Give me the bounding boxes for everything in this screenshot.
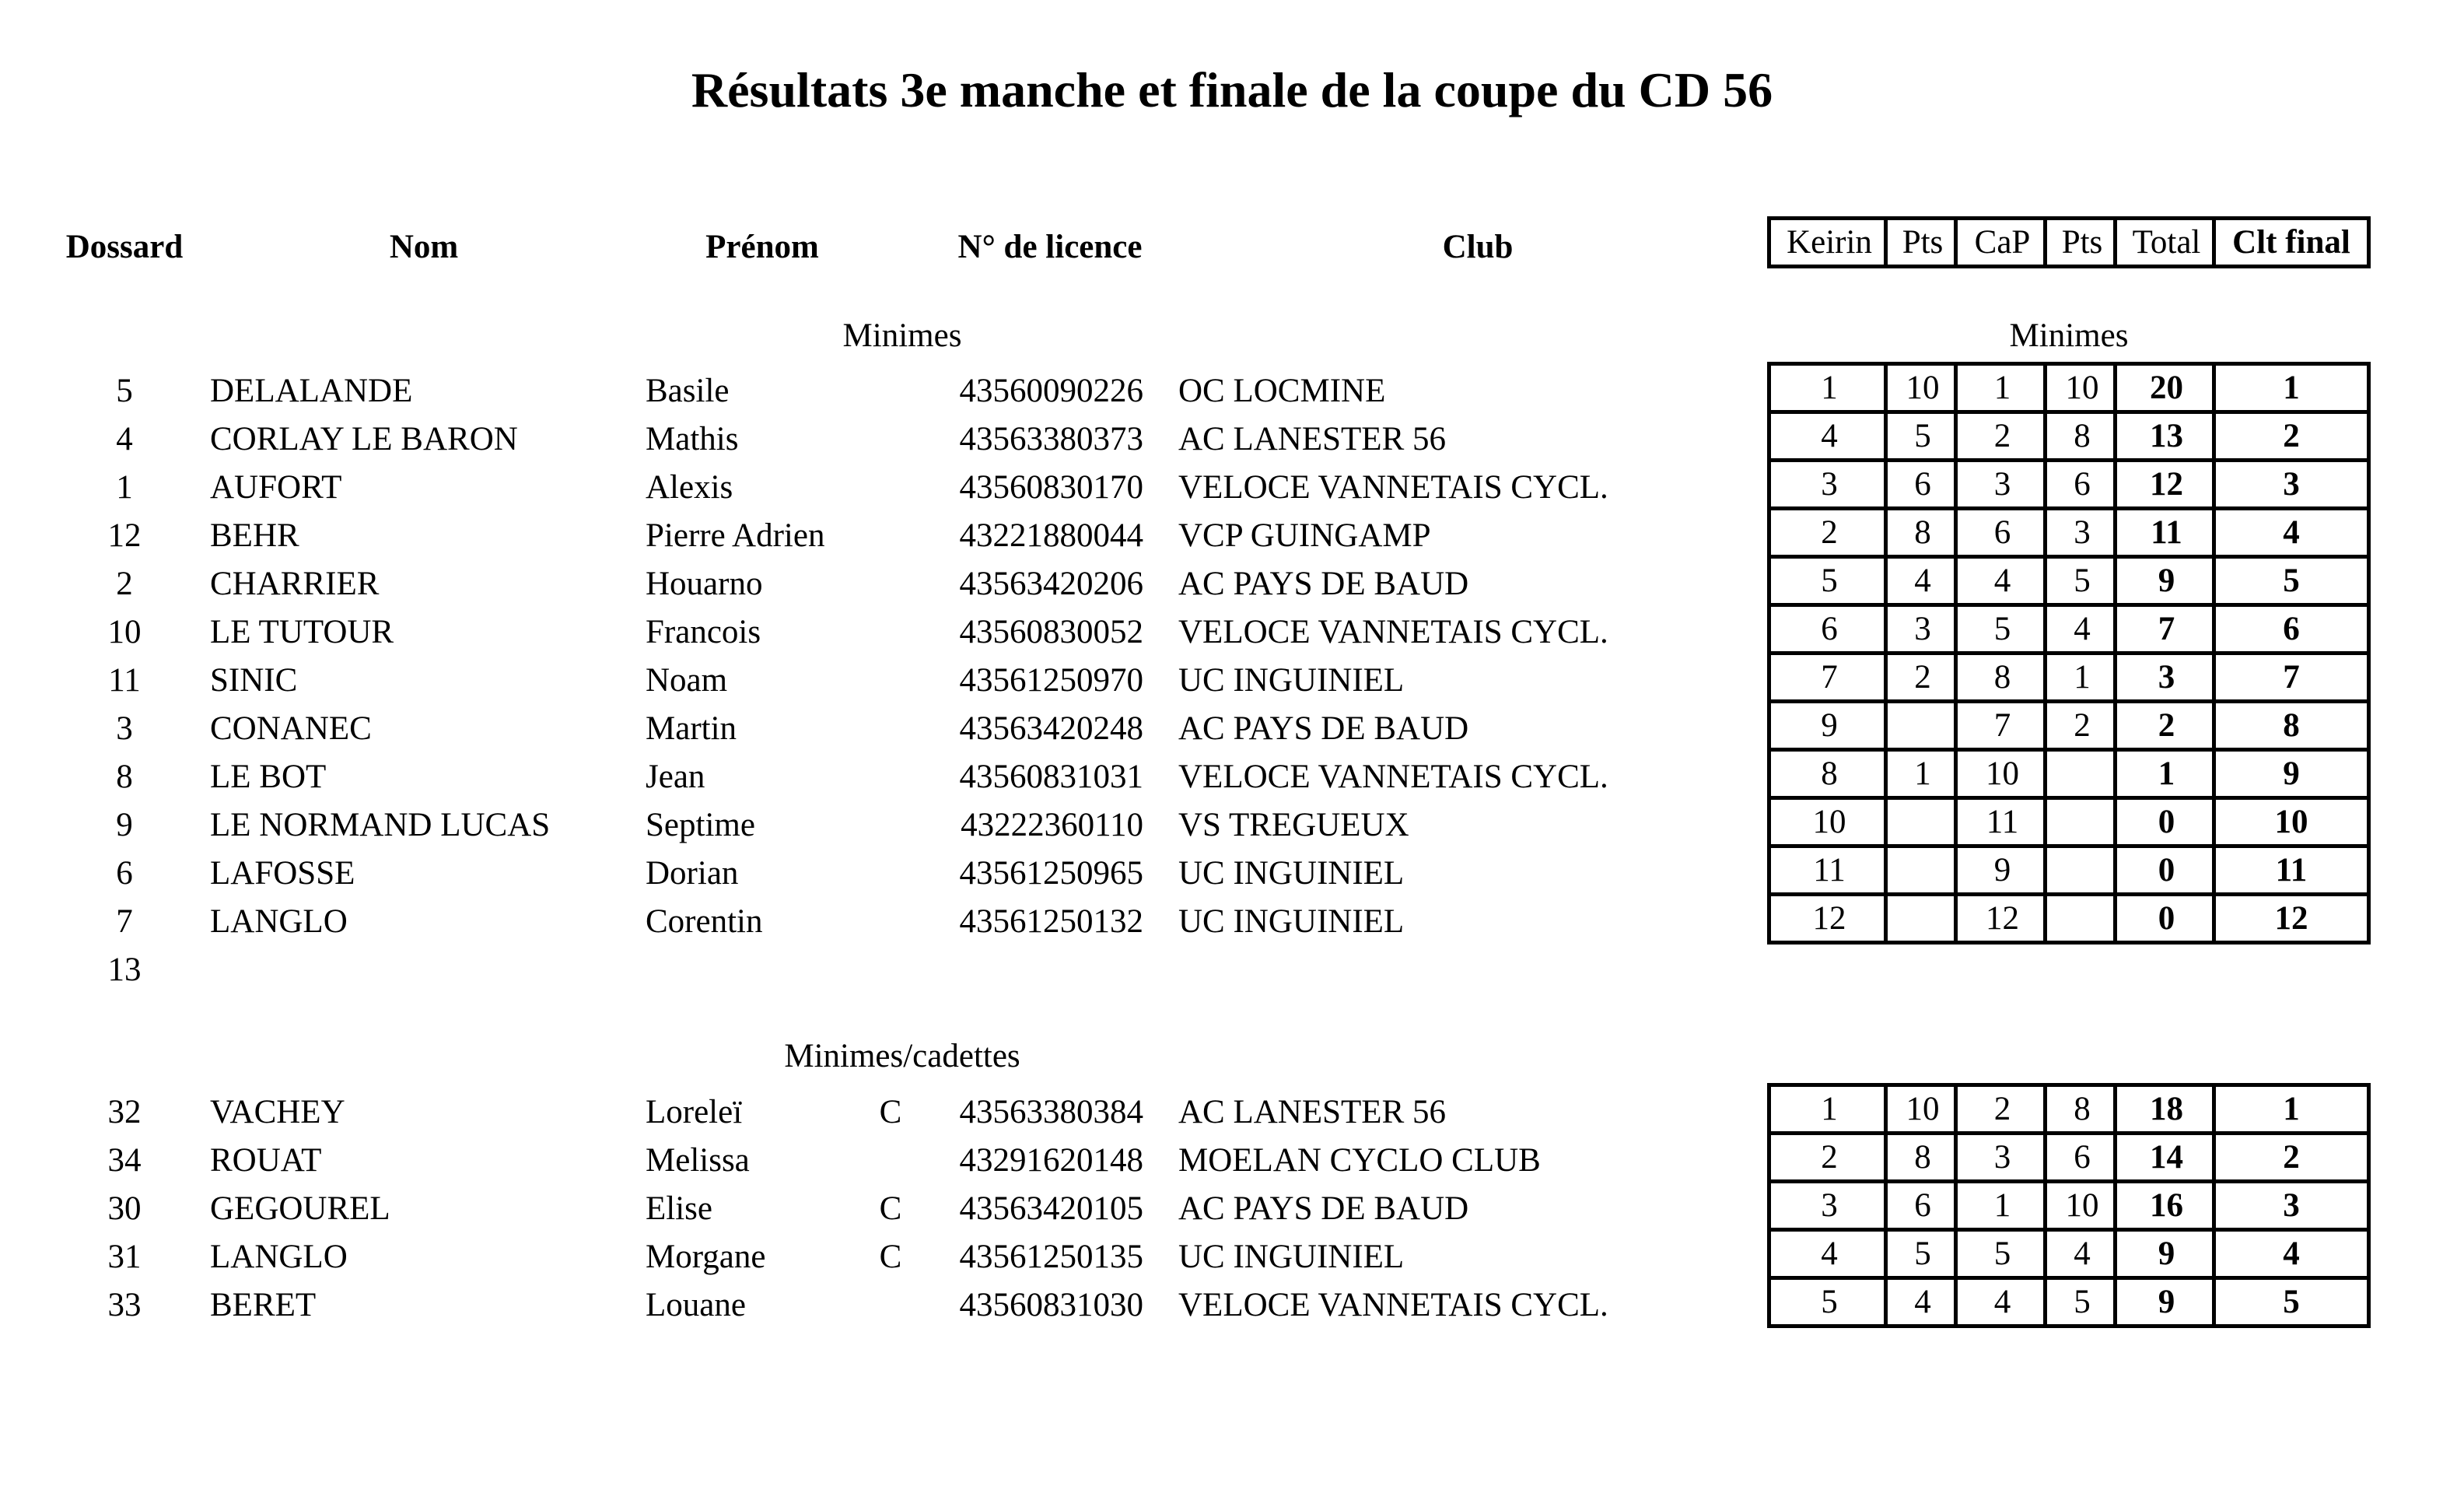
nom-cell: LAFOSSE	[210, 855, 355, 892]
score-row-cell: 1	[1821, 1091, 1838, 1127]
score-row-cell: 4	[1954, 559, 2047, 603]
prenom-cell: Melissa	[646, 1142, 750, 1179]
header-prenom: Prénom	[705, 229, 819, 265]
score-row-cell: 3	[1821, 466, 1838, 503]
score-row-cell: 4	[2043, 1232, 2117, 1276]
dossard-cell: 5	[116, 373, 133, 409]
score-row-cell: 10	[1884, 366, 1958, 410]
score-row-cell: 8	[1821, 755, 1838, 792]
score-row-cell: 12	[2113, 462, 2216, 506]
prenom-cell: Francois	[646, 614, 761, 650]
score-row-cell: 5	[2043, 1280, 2117, 1324]
score-row-cell: 11	[1813, 852, 1846, 888]
licence-cell: 43560831031	[959, 759, 1143, 795]
nom-cell: LANGLO	[210, 1239, 348, 1275]
score-row	[1767, 458, 2371, 510]
score-row-cell	[2043, 800, 2117, 844]
section-label: Minimes	[842, 317, 962, 354]
category-cell: C	[879, 1239, 902, 1275]
score-row-cell: 10	[1812, 804, 1846, 840]
score-row-cell: 12	[1954, 896, 2047, 941]
score-header-box-cell: CaP	[1954, 220, 2047, 265]
dossard-cell: 33	[107, 1287, 142, 1323]
score-row-cell	[2043, 848, 2117, 892]
section-label-right: Minimes	[2009, 317, 2129, 354]
score-row-cell: 2	[1954, 414, 2047, 458]
club-cell: UC INGUINIEL	[1178, 1239, 1405, 1275]
score-row-cell: 8	[1954, 655, 2047, 699]
nom-cell: LANGLO	[210, 903, 348, 940]
score-row-cell: 2	[2212, 414, 2367, 458]
prenom-cell: Alexis	[646, 469, 733, 506]
score-row-cell: 3	[1884, 607, 1958, 651]
nom-cell: ROUAT	[210, 1142, 322, 1179]
score-row-cell: 11	[1954, 800, 2047, 844]
score-row-cell: 7	[1821, 659, 1838, 696]
club-cell: OC LOCMINE	[1178, 373, 1386, 409]
score-row-cell: 6	[1821, 611, 1838, 647]
score-row-cell: 9	[2212, 752, 2367, 796]
score-row-cell: 4	[1884, 1280, 1958, 1324]
nom-cell: CORLAY LE BARON	[210, 421, 518, 457]
score-row	[1767, 362, 2371, 414]
score-row-cell	[2043, 896, 2117, 941]
score-row-cell: 4	[1884, 559, 1958, 603]
score-row-cell	[1884, 800, 1958, 844]
score-row-cell: 16	[2113, 1183, 2216, 1228]
nom-cell: LE NORMAND LUCAS	[210, 807, 551, 843]
score-row-cell: 0	[2113, 848, 2216, 892]
score-row	[1767, 892, 2371, 945]
licence-cell: 43561250132	[959, 903, 1143, 940]
dossard-cell: 13	[107, 952, 142, 988]
club-cell: AC PAYS DE BAUD	[1178, 1190, 1469, 1227]
score-row-cell	[1884, 848, 1958, 892]
nom-cell: VACHEY	[210, 1094, 345, 1130]
nom-cell: CONANEC	[210, 710, 372, 747]
dossard-cell: 11	[108, 662, 141, 699]
header-dossard: Dossard	[65, 229, 184, 265]
score-row-cell: 3	[1954, 462, 2047, 506]
prenom-cell: Houarno	[646, 566, 763, 602]
club-cell: MOELAN CYCLO CLUB	[1178, 1142, 1541, 1179]
score-row-cell: 5	[2212, 1280, 2367, 1324]
dossard-cell: 8	[116, 759, 133, 795]
licence-cell: 43563380384	[959, 1094, 1143, 1130]
prenom-cell: Noam	[646, 662, 728, 699]
licence-cell: 43221880044	[959, 517, 1143, 554]
score-row-cell: 4	[2212, 1232, 2367, 1276]
prenom-cell: Corentin	[646, 903, 763, 940]
licence-cell: 43563420105	[959, 1190, 1143, 1227]
score-row-cell: 1	[2113, 752, 2216, 796]
score-row-cell: 6	[2043, 1135, 2117, 1179]
dossard-cell: 30	[107, 1190, 142, 1227]
header-licence: N° de licence	[957, 229, 1143, 265]
score-header-box-cell: Pts	[1884, 220, 1958, 265]
score-row-cell	[1884, 896, 1958, 941]
score-row-cell: 3	[2212, 1183, 2367, 1228]
dossard-cell: 6	[116, 855, 133, 892]
dossard-cell: 32	[107, 1094, 142, 1130]
prenom-cell: Pierre Adrien	[646, 517, 825, 554]
score-row-cell: 5	[1954, 1232, 2047, 1276]
score-row-cell: 2	[2043, 703, 2117, 748]
score-row-cell: 4	[1954, 1280, 2047, 1324]
nom-cell: DELALANDE	[210, 373, 413, 409]
score-row-cell: 2	[2113, 703, 2216, 748]
prenom-cell: Basile	[646, 373, 730, 409]
score-row-cell: 3	[2212, 462, 2367, 506]
score-header-box-cell: Total	[2113, 220, 2216, 265]
prenom-cell: Martin	[646, 710, 737, 747]
score-row-cell: 10	[2212, 800, 2367, 844]
nom-cell: LE TUTOUR	[210, 614, 394, 650]
score-row-cell: 11	[2113, 510, 2216, 555]
score-row-cell: 8	[1884, 510, 1958, 555]
dossard-cell: 31	[107, 1239, 142, 1275]
licence-cell: 43563380373	[959, 421, 1143, 457]
score-row	[1767, 1083, 2371, 1135]
score-row-cell: 6	[1884, 462, 1958, 506]
score-row-cell: 11	[2212, 848, 2367, 892]
nom-cell: CHARRIER	[210, 566, 380, 602]
score-row-cell: 5	[2212, 559, 2367, 603]
licence-cell: 43560830170	[959, 469, 1143, 506]
dossard-cell: 2	[116, 566, 133, 602]
category-cell: C	[879, 1190, 902, 1227]
licence-cell: 43561250135	[959, 1239, 1143, 1275]
score-row-cell: 10	[2043, 1183, 2117, 1228]
score-row-cell: 13	[2113, 414, 2216, 458]
prenom-cell: Septime	[646, 807, 755, 843]
score-row-cell: 1	[1954, 1183, 2047, 1228]
dossard-cell: 10	[107, 614, 142, 650]
club-cell: VELOCE VANNETAIS CYCL.	[1178, 759, 1608, 795]
score-row-cell: 3	[2043, 510, 2117, 555]
score-row-cell: 1	[1821, 370, 1838, 406]
score-row-cell: 8	[1884, 1135, 1958, 1179]
page-title: Résultats 3e manche et finale de la coupe du CD 56	[691, 62, 1773, 117]
score-header-box-cell: Keirin	[1787, 224, 1872, 261]
score-row-cell: 7	[2212, 655, 2367, 699]
score-row-cell: 4	[1821, 418, 1838, 454]
score-row-cell: 6	[1954, 510, 2047, 555]
score-header-box-cell: Clt final	[2212, 220, 2367, 265]
score-row-cell: 1	[2043, 655, 2117, 699]
score-row-cell: 4	[1821, 1235, 1838, 1272]
score-row-cell: 8	[2212, 703, 2367, 748]
score-row-cell: 2	[1954, 1087, 2047, 1131]
score-row-cell: 9	[1954, 848, 2047, 892]
score-row-cell: 3	[1821, 1187, 1838, 1224]
dossard-cell: 1	[116, 469, 133, 506]
dossard-cell: 4	[116, 421, 133, 457]
dossard-cell: 7	[116, 903, 133, 940]
club-cell: VELOCE VANNETAIS CYCL.	[1178, 469, 1608, 506]
licence-cell: 43560090226	[959, 373, 1143, 409]
score-row-cell: 9	[2113, 1232, 2216, 1276]
score-row	[1767, 410, 2371, 462]
score-row-cell: 5	[1821, 1284, 1838, 1320]
score-row-cell: 5	[1821, 563, 1838, 599]
score-row-cell: 20	[2113, 366, 2216, 410]
score-row-cell: 0	[2113, 896, 2216, 941]
score-row	[1767, 1131, 2371, 1183]
score-row-cell: 5	[1884, 1232, 1958, 1276]
score-row-cell: 1	[1954, 366, 2047, 410]
nom-cell: AUFORT	[210, 469, 342, 506]
score-row-cell: 2	[2212, 1135, 2367, 1179]
prenom-cell: Mathis	[646, 421, 739, 457]
category-cell: C	[879, 1094, 902, 1130]
score-row-cell: 6	[2212, 607, 2367, 651]
score-row-cell: 7	[1954, 703, 2047, 748]
club-cell: UC INGUINIEL	[1178, 903, 1405, 940]
score-row-cell: 7	[2113, 607, 2216, 651]
score-row-cell: 3	[2113, 655, 2216, 699]
score-row	[1767, 603, 2371, 655]
nom-cell: GEGOUREL	[210, 1190, 390, 1227]
score-row-cell: 1	[2212, 366, 2367, 410]
score-row-cell	[2043, 752, 2117, 796]
score-row	[1767, 1276, 2371, 1328]
score-row-cell: 10	[2043, 366, 2117, 410]
score-row	[1767, 1179, 2371, 1232]
prenom-cell: Morgane	[646, 1239, 766, 1275]
dossard-cell: 34	[107, 1142, 142, 1179]
dossard-cell: 9	[116, 807, 133, 843]
score-row	[1767, 651, 2371, 703]
score-row-cell: 10	[1884, 1087, 1958, 1131]
nom-cell: SINIC	[210, 662, 298, 699]
licence-cell: 43563420248	[959, 710, 1143, 747]
score-row-cell: 6	[2043, 462, 2117, 506]
prenom-cell: Jean	[646, 759, 705, 795]
section-label: Minimes/cadettes	[784, 1038, 1020, 1074]
nom-cell: BEHR	[210, 517, 299, 554]
club-cell: VELOCE VANNETAIS CYCL.	[1178, 1287, 1608, 1323]
nom-cell: LE BOT	[210, 759, 327, 795]
header-nom: Nom	[389, 229, 459, 265]
score-row-cell	[1884, 703, 1958, 748]
score-row	[1767, 748, 2371, 800]
score-row-cell: 14	[2113, 1135, 2216, 1179]
score-row-cell: 9	[1821, 707, 1838, 744]
licence-cell: 43560830052	[959, 614, 1143, 650]
score-row	[1767, 796, 2371, 848]
dossard-cell: 3	[116, 710, 133, 747]
score-row	[1767, 1228, 2371, 1280]
club-cell: AC PAYS DE BAUD	[1178, 710, 1469, 747]
score-row-cell: 1	[2212, 1087, 2367, 1131]
score-header-box-cell: Pts	[2043, 220, 2117, 265]
club-cell: UC INGUINIEL	[1178, 855, 1405, 892]
score-row-cell: 0	[2113, 800, 2216, 844]
score-row-cell: 10	[1954, 752, 2047, 796]
club-cell: VS TREGUEUX	[1178, 807, 1409, 843]
club-cell: VELOCE VANNETAIS CYCL.	[1178, 614, 1608, 650]
score-row-cell: 5	[1954, 607, 2047, 651]
score-row-cell: 4	[2212, 510, 2367, 555]
licence-cell: 43563420206	[959, 566, 1143, 602]
score-row-cell: 12	[2212, 896, 2367, 941]
score-row-cell: 8	[2043, 414, 2117, 458]
score-row-cell: 9	[2113, 1280, 2216, 1324]
club-cell: AC LANESTER 56	[1178, 1094, 1446, 1130]
licence-cell: 43222360110	[961, 807, 1143, 843]
score-row	[1767, 844, 2371, 896]
score-row	[1767, 506, 2371, 559]
score-row-cell: 5	[1884, 414, 1958, 458]
dossard-cell: 12	[107, 517, 142, 554]
score-row	[1767, 699, 2371, 752]
prenom-cell: Dorian	[646, 855, 739, 892]
score-row-cell: 5	[2043, 559, 2117, 603]
score-row-cell: 6	[1884, 1183, 1958, 1228]
nom-cell: BERET	[210, 1287, 317, 1323]
score-row-cell: 12	[1812, 900, 1846, 937]
club-cell: AC LANESTER 56	[1178, 421, 1446, 457]
licence-cell: 43291620148	[959, 1142, 1143, 1179]
club-cell: VCP GUINGAMP	[1178, 517, 1431, 554]
score-row-cell: 9	[2113, 559, 2216, 603]
score-row-cell: 1	[1884, 752, 1958, 796]
licence-cell: 43561250970	[959, 662, 1143, 699]
prenom-cell: Loreleï	[646, 1094, 743, 1130]
score-row	[1767, 555, 2371, 607]
club-cell: UC INGUINIEL	[1178, 662, 1405, 699]
score-row-cell: 18	[2113, 1087, 2216, 1131]
score-row-cell: 3	[1954, 1135, 2047, 1179]
score-row-cell: 2	[1821, 514, 1838, 551]
prenom-cell: Louane	[646, 1287, 746, 1323]
score-row-cell: 4	[2043, 607, 2117, 651]
header-club: Club	[1442, 229, 1514, 265]
licence-cell: 43560831030	[959, 1287, 1143, 1323]
score-header-box	[1767, 216, 2371, 268]
score-row-cell: 8	[2043, 1087, 2117, 1131]
club-cell: AC PAYS DE BAUD	[1178, 566, 1469, 602]
score-row-cell: 2	[1821, 1139, 1838, 1176]
score-row-cell: 2	[1884, 655, 1958, 699]
licence-cell: 43561250965	[959, 855, 1143, 892]
prenom-cell: Elise	[646, 1190, 712, 1227]
